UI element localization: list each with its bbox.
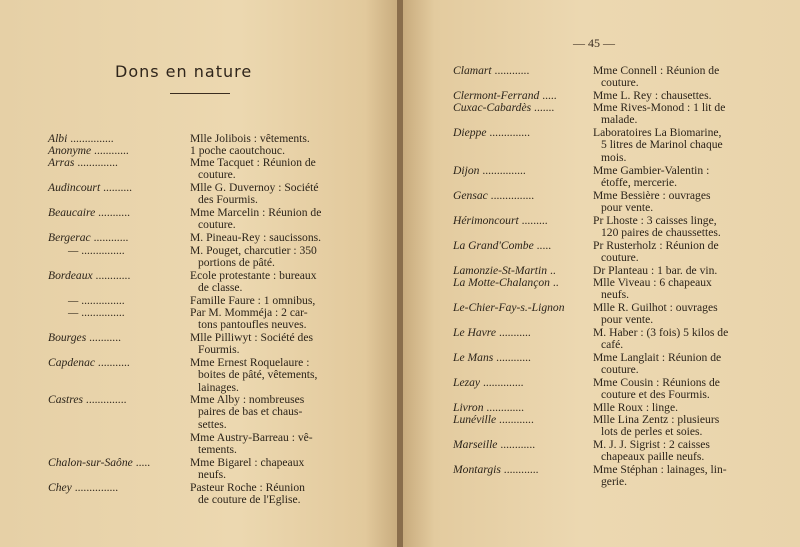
place-label: Albi	[48, 132, 68, 145]
place-label: Audincourt	[48, 181, 101, 194]
dot-leader: .......	[531, 101, 555, 114]
dot-leader: ...............	[78, 306, 125, 319]
dot-leader: ..	[549, 276, 559, 289]
place-name	[453, 414, 534, 426]
description-line: Mlle Lina Zentz : plusieurs	[593, 413, 720, 426]
description-line: de couture de l'Eglise.	[198, 493, 301, 507]
description-line: settes.	[198, 417, 227, 431]
dot-leader: .....	[539, 89, 557, 102]
dot-leader: ...............	[67, 132, 114, 145]
place-name	[48, 482, 118, 494]
place-label: Lamonzie-St-Martin	[453, 264, 548, 277]
description-line: Pasteur Roche : Réunion	[190, 481, 305, 494]
description-line: Mme Tacquet : Réunion de	[190, 156, 316, 169]
place-label: Le Havre	[453, 326, 497, 339]
place-name	[453, 190, 534, 202]
description-line: mois.	[601, 150, 627, 164]
donor-description	[190, 245, 350, 270]
place-label: La Motte-Chalançon	[453, 276, 550, 289]
place-name	[48, 332, 121, 344]
place-name	[48, 182, 132, 194]
left-page	[0, 0, 397, 547]
description-line: Mme Ernest Roquelaure :	[190, 356, 310, 369]
dot-leader: ............	[493, 351, 531, 364]
donor-description	[190, 457, 350, 482]
description-line: chapeaux paille neufs.	[601, 450, 705, 464]
donor-description	[593, 414, 753, 439]
place-name	[48, 270, 130, 282]
place-name	[48, 232, 128, 244]
dot-leader: ..........	[100, 181, 133, 194]
place-label: Bourges	[48, 331, 87, 344]
description-line: de classe.	[198, 281, 243, 295]
place-name	[453, 240, 551, 252]
description-line: M. Haber : (3 fois) 5 kilos de	[593, 326, 729, 339]
description-line: Mme Gambier-Valentin :	[593, 164, 710, 177]
description-line: tements.	[198, 443, 237, 457]
donor-description	[190, 394, 350, 431]
dot-leader: ...............	[479, 164, 526, 177]
description-line: 5 litres de Marinol chaque	[601, 138, 723, 152]
page-number: — 45 —	[573, 36, 615, 50]
description-line: Mlle Roux : linge.	[593, 401, 679, 414]
description-line: couture et des Fourmis.	[601, 388, 710, 402]
donor-description	[190, 270, 350, 295]
donor-description	[593, 65, 753, 90]
dot-leader: ...........	[95, 206, 130, 219]
donor-description	[190, 332, 350, 357]
description-line: Pr Lhoste : 3 caisses linge,	[593, 214, 717, 227]
dot-leader: ............	[500, 463, 539, 476]
place-name	[48, 457, 150, 469]
description-line: neufs.	[601, 288, 630, 302]
description-line: malade.	[601, 113, 638, 127]
place-label: Beaucaire	[48, 206, 96, 219]
donor-description	[593, 277, 753, 302]
place-label: Marseille	[453, 438, 498, 451]
place-label: La Grand'Combe	[453, 239, 534, 252]
description-line: Laboratoires La Biomarine,	[593, 126, 722, 139]
description-line: Mme Stéphan : lainages, lin-	[593, 463, 727, 476]
description-line: couture.	[198, 218, 236, 232]
place-label: —	[68, 244, 79, 257]
description-line: couture.	[601, 251, 639, 265]
description-line: Mme Alby : nombreuses	[190, 393, 305, 406]
description-line: Fourmis.	[198, 343, 240, 357]
donor-description	[190, 432, 350, 457]
dot-leader: ...........	[496, 326, 531, 339]
place-name	[453, 127, 530, 139]
place-name	[453, 277, 559, 289]
dot-leader: ...............	[487, 189, 535, 202]
donor-description	[593, 240, 753, 265]
dot-leader: ..............	[74, 156, 118, 169]
right-page	[403, 0, 800, 547]
donor-description	[593, 439, 753, 464]
description-line: lots de perles et soies.	[601, 425, 703, 439]
description-line: portions de pâté.	[198, 256, 275, 270]
place-name	[453, 464, 539, 476]
description-line: 1 poche caoutchouc.	[190, 144, 285, 157]
description-line: Mme Marcelin : Réunion de	[190, 206, 322, 219]
place-name	[453, 302, 565, 314]
place-name	[48, 357, 130, 369]
dot-leader: ..............	[480, 376, 524, 389]
description-line: étoffe, mercerie.	[601, 176, 678, 190]
description-line: des Fourmis.	[198, 193, 258, 207]
dot-leader: ...............	[78, 294, 125, 307]
description-line: pour vente.	[601, 201, 654, 215]
dot-leader: .....	[533, 239, 552, 252]
description-line: Mme Connell : Réunion de	[593, 64, 720, 77]
description-line: Famille Faure : 1 omnibus,	[190, 294, 316, 307]
place-name	[48, 157, 118, 169]
description-line: lainages.	[198, 380, 239, 394]
place-label: Lunéville	[453, 413, 497, 426]
place-label: Clamart	[453, 64, 492, 77]
description-line: Mlle G. Duvernoy : Société	[190, 181, 319, 194]
description-line: neufs.	[198, 468, 227, 482]
description-line: Mme Langlait : Réunion de	[593, 351, 722, 364]
description-line: tons pantoufles neuves.	[198, 318, 307, 332]
place-label: Montargis	[453, 463, 501, 476]
donor-description	[593, 127, 753, 164]
dot-leader: .........	[518, 214, 548, 227]
description-line: M. Pineau-Rey : saucissons.	[190, 231, 322, 244]
donor-description	[593, 464, 753, 489]
donor-description	[593, 302, 753, 327]
dot-leader: ..	[547, 264, 556, 277]
description-line: Mme Austry-Barreau : vê-	[190, 431, 313, 444]
place-label: Lezay	[453, 376, 481, 389]
description-line: 120 paires de chaussettes.	[601, 226, 721, 240]
dot-leader: ............	[91, 144, 129, 157]
donor-description	[593, 215, 753, 240]
description-line: Mme L. Rey : chausettes.	[593, 89, 712, 102]
description-line: couture.	[198, 168, 236, 182]
donor-description	[190, 157, 350, 182]
dot-leader: ...........	[86, 331, 121, 344]
donor-description	[190, 307, 350, 332]
place-label: Chey	[48, 481, 72, 494]
dot-leader: .............	[483, 401, 525, 414]
description-line: Dr Planteau : 1 bar. de vin.	[593, 264, 718, 277]
place-name	[453, 65, 529, 77]
place-label: Dijon	[453, 164, 480, 177]
place-label: Castres	[48, 393, 84, 406]
dot-leader: .....	[132, 456, 151, 469]
description-line: couture.	[601, 76, 639, 90]
dot-leader: ...............	[78, 244, 125, 257]
description-line: Mme Bessière : ouvrages	[593, 189, 711, 202]
donor-description	[593, 327, 753, 352]
description-line: paires de bas et chaus-	[198, 405, 303, 419]
description-line: Mme Rives-Monod : 1 lit de	[593, 101, 726, 114]
dot-leader: ...............	[71, 481, 119, 494]
dot-leader: ...........	[95, 356, 130, 369]
description-line: Mlle Viveau : 6 chapeaux	[593, 276, 712, 289]
place-label: Le-Chier-Fay-s.-Lignon	[453, 301, 565, 314]
place-label: Clermont-Ferrand	[453, 89, 540, 102]
donor-description	[593, 352, 753, 377]
place-name	[453, 215, 548, 227]
place-name	[453, 352, 531, 364]
place-label: Capdenac	[48, 356, 96, 369]
place-name	[48, 207, 130, 219]
donor-description	[190, 357, 350, 394]
donor-description	[190, 182, 350, 207]
section-title: Dons en nature	[115, 62, 253, 81]
donor-description	[593, 102, 753, 127]
description-line: gerie.	[601, 475, 628, 489]
dot-leader: ............	[491, 64, 530, 77]
place-label: Gensac	[453, 189, 488, 202]
description-line: Ecole protestante : bureaux	[190, 269, 317, 282]
description-line: Mme Cousin : Réunions de	[593, 376, 720, 389]
place-name	[453, 377, 524, 389]
dot-leader: ............	[92, 269, 131, 282]
description-line: couture.	[601, 363, 639, 377]
description-line: Pr Rusterholz : Réunion de	[593, 239, 719, 252]
dot-leader: ..............	[83, 393, 127, 406]
description-line: Par M. Momméja : 2 car-	[190, 306, 308, 319]
place-label: Le Mans	[453, 351, 494, 364]
donor-description	[190, 482, 350, 507]
description-line: Mlle Jolibois : vêtements.	[190, 132, 310, 145]
dot-leader: ..............	[486, 126, 530, 139]
place-label: Bordeaux	[48, 269, 93, 282]
place-name	[453, 327, 531, 339]
description-line: boites de pâté, vêtements,	[198, 368, 318, 382]
place-label: Cuxac-Cabardès	[453, 101, 532, 114]
donor-description	[190, 232, 350, 244]
place-label: Hérimoncourt	[453, 214, 519, 227]
place-label: Anonyme	[48, 144, 92, 157]
title-underline	[170, 93, 230, 94]
place-label: Bergerac	[48, 231, 91, 244]
description-line: Mlle R. Guilhot : ouvrages	[593, 301, 718, 314]
dot-leader: ............	[496, 413, 534, 426]
dot-leader: ............	[497, 438, 536, 451]
description-line: café.	[601, 338, 624, 352]
place-name	[48, 394, 127, 406]
place-name	[453, 439, 535, 451]
description-line: M. Pouget, charcutier : 350	[190, 244, 317, 257]
place-name	[68, 307, 125, 319]
description-line: pour vente.	[601, 313, 654, 327]
place-name	[453, 102, 554, 114]
place-label: —	[68, 294, 79, 307]
place-label: —	[68, 306, 79, 319]
donor-description	[190, 207, 350, 232]
place-name	[453, 165, 526, 177]
place-name	[68, 245, 125, 257]
place-label: Arras	[48, 156, 75, 169]
description-line: M. J. J. Sigrist : 2 caisses	[593, 438, 710, 451]
description-line: Mlle Pilliwyt : Société des	[190, 331, 314, 344]
description-line: Mme Bigarel : chapeaux	[190, 456, 305, 469]
donor-description	[593, 165, 753, 190]
dot-leader: ............	[90, 231, 129, 244]
donor-description	[593, 190, 753, 215]
donor-description	[593, 377, 753, 402]
place-label: Livron	[453, 401, 484, 414]
place-label: Chalon-sur-Saône	[48, 456, 133, 469]
place-label: Dieppe	[453, 126, 487, 139]
